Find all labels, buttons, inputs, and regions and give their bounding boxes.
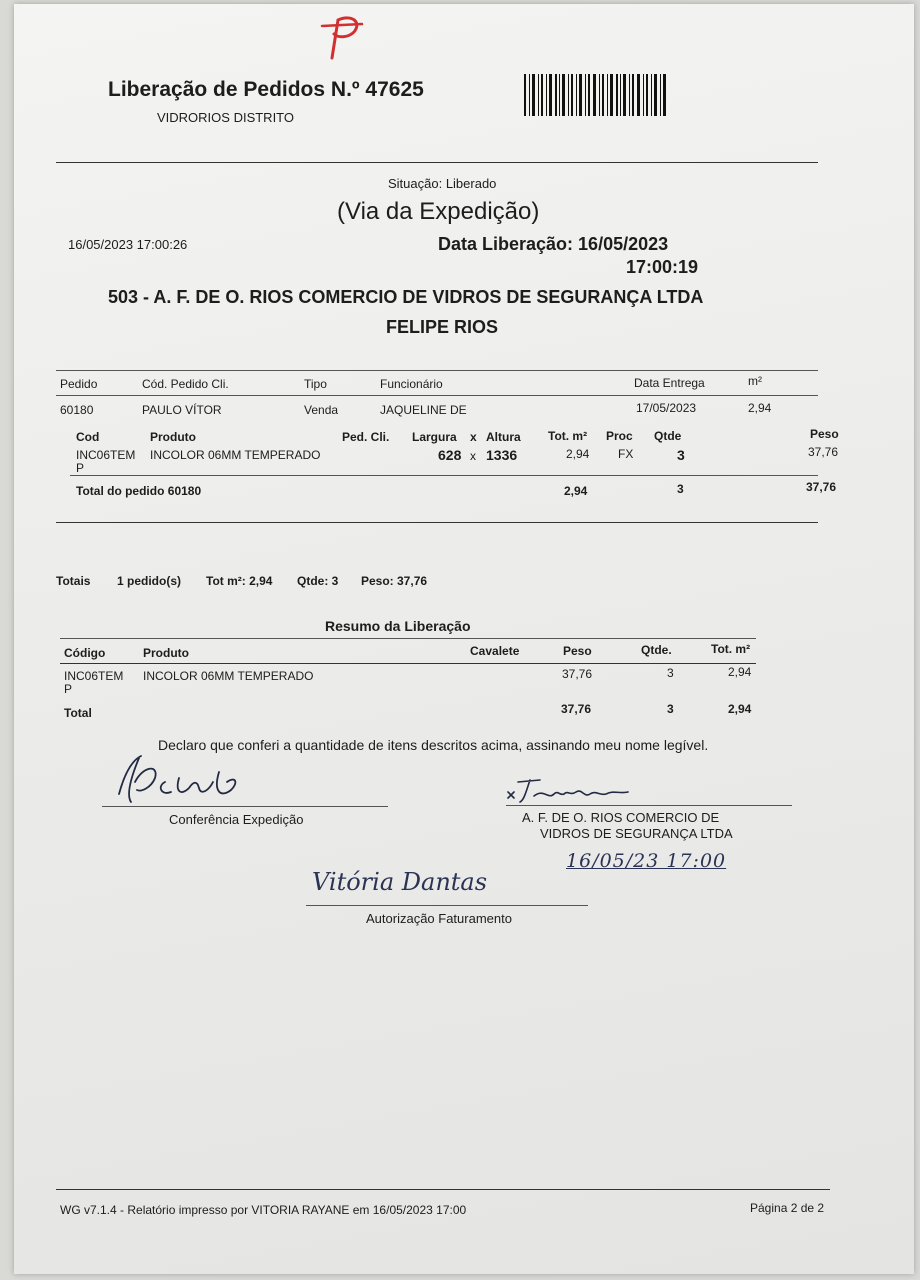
totals-m2: Tot m²: 2,94 xyxy=(206,574,273,588)
summary-tot-m2: 2,94 xyxy=(728,665,752,679)
item-header-x: x xyxy=(470,430,477,444)
item-code-line2: P xyxy=(76,461,85,475)
company-name: VIDRORIOS DISTRITO xyxy=(157,110,294,125)
order-m2: 2,94 xyxy=(748,401,772,415)
summary-header-peso: Peso xyxy=(563,644,592,658)
summary-code-line2: P xyxy=(64,682,73,696)
order-table-header-line xyxy=(56,395,818,396)
totals-qtde: Qtde: 3 xyxy=(297,574,339,588)
order-table-bottom-line xyxy=(56,522,818,523)
company-signature-line xyxy=(506,805,792,806)
summary-total-peso: 37,76 xyxy=(561,702,592,716)
summary-total-label: Total xyxy=(64,706,92,720)
summary-total-qtde: 3 xyxy=(667,702,674,716)
order-total-m2: 2,94 xyxy=(564,484,588,498)
handwritten-date: 16/05/23 17:00 xyxy=(566,850,727,872)
summary-header-codigo: Código xyxy=(64,646,106,660)
item-header-ped-cli: Ped. Cli. xyxy=(342,430,390,444)
order-delivery-date: 17/05/2023 xyxy=(636,401,697,415)
summary-header-line xyxy=(60,663,756,664)
order-total-label: Total do pedido 60180 xyxy=(76,484,202,498)
header-m2: m² xyxy=(748,374,762,388)
summary-qtde: 3 xyxy=(667,666,674,680)
item-header-produto: Produto xyxy=(150,430,196,444)
item-header-altura: Altura xyxy=(486,430,521,444)
conference-label: Conferência Expedição xyxy=(169,812,304,827)
item-header-cod: Cod xyxy=(76,430,100,444)
client-name: 503 - A. F. DE O. RIOS COMERCIO DE VIDROS DE SEGURANÇA LTDA xyxy=(108,287,704,307)
totals-label: Totais xyxy=(56,574,91,588)
item-header-peso: Peso xyxy=(810,427,839,441)
item-product: INCOLOR 06MM TEMPERADO xyxy=(150,448,321,462)
totals-peso: Peso: 37,76 xyxy=(361,574,428,588)
via-label: (Via da Expedição) xyxy=(337,198,540,225)
item-header-largura: Largura xyxy=(412,430,457,444)
status-text: Situação: Liberado xyxy=(388,176,497,191)
order-employee: JAQUELINE DE xyxy=(380,403,467,417)
item-x: x xyxy=(470,449,476,463)
item-height: 1336 xyxy=(486,447,518,463)
company-signature xyxy=(504,772,644,808)
order-table-top-line xyxy=(56,370,818,371)
item-peso: 37,76 xyxy=(808,445,839,459)
header-cod-pedido-cli: Cód. Pedido Cli. xyxy=(142,377,229,391)
client-contact: FELIPE RIOS xyxy=(386,317,499,337)
totals-orders: 1 pedido(s) xyxy=(117,574,182,588)
header-funcionario: Funcionário xyxy=(380,377,443,391)
order-client-code: PAULO VÍTOR xyxy=(142,403,222,417)
company-label-line2: VIDROS DE SEGURANÇA LTDA xyxy=(540,826,733,841)
order-type: Venda xyxy=(304,403,339,417)
order-total-qtde: 3 xyxy=(677,482,684,496)
summary-header-produto: Produto xyxy=(143,646,189,660)
release-time: 17:00:19 xyxy=(626,257,699,277)
item-header-qtde: Qtde xyxy=(654,429,682,443)
summary-total-tot-m2: 2,94 xyxy=(728,702,752,716)
summary-header-tot-m2: Tot. m² xyxy=(711,642,751,656)
summary-peso: 37,76 xyxy=(562,667,593,681)
summary-product: INCOLOR 06MM TEMPERADO xyxy=(143,669,314,683)
company-label-line1: A. F. DE O. RIOS COMERCIO DE xyxy=(522,810,720,825)
summary-header-cavalete: Cavalete xyxy=(470,644,520,658)
item-code-line1: INC06TEM xyxy=(76,448,136,462)
summary-top-line xyxy=(60,638,756,639)
document-page xyxy=(14,4,914,1274)
declaration-text: Declaro que conferi a quantidade de itens descritos acima, assinando meu nome legível. xyxy=(158,737,709,753)
barcode-image xyxy=(524,74,666,116)
item-header-proc: Proc xyxy=(606,429,633,443)
printed-timestamp: 16/05/2023 17:00:26 xyxy=(68,237,188,252)
item-proc: FX xyxy=(618,447,634,461)
conference-signature-line xyxy=(102,806,388,807)
item-total-line xyxy=(70,475,818,476)
header-pedido: Pedido xyxy=(60,377,98,391)
header-data-entrega: Data Entrega xyxy=(634,376,705,390)
item-tot-m2: 2,94 xyxy=(566,447,590,461)
authorization-signature: Vitória Dantas xyxy=(312,868,488,896)
document-title: Liberação de Pedidos N.º 47625 xyxy=(108,78,424,101)
authorization-signature-line xyxy=(306,905,588,906)
order-number: 60180 xyxy=(60,403,94,417)
red-handwritten-mark xyxy=(312,12,372,64)
summary-code-line1: INC06TEM xyxy=(64,669,124,683)
order-total-peso: 37,76 xyxy=(806,480,837,494)
authorization-label: Autorização Faturamento xyxy=(366,911,512,926)
summary-header-qtde: Qtde. xyxy=(641,643,672,657)
item-width: 628 xyxy=(438,447,462,463)
footer-page-number: Página 2 de 2 xyxy=(750,1201,825,1215)
summary-title: Resumo da Liberação xyxy=(325,618,471,634)
footer-divider xyxy=(56,1189,830,1190)
conference-signature xyxy=(109,752,329,812)
item-header-tot-m2: Tot. m² xyxy=(548,429,588,443)
release-date: Data Liberação: 16/05/2023 xyxy=(438,234,669,254)
header-divider xyxy=(56,162,818,163)
footer-report-info: WG v7.1.4 - Relatório impresso por VITORIA RAYANE em 16/05/2023 17:00 xyxy=(60,1203,467,1217)
header-tipo: Tipo xyxy=(304,377,327,391)
item-qtde: 3 xyxy=(677,447,685,463)
